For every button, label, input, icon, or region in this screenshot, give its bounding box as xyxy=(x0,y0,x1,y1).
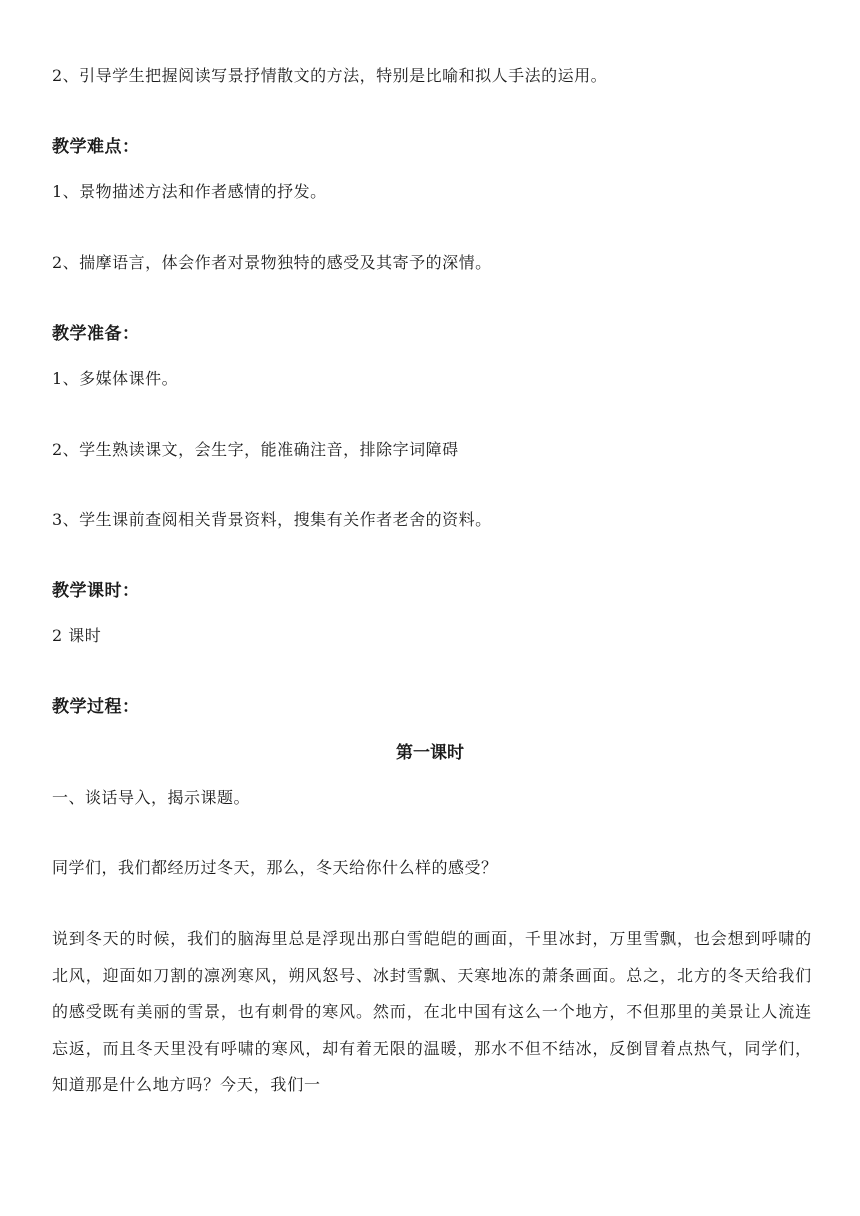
hours-value: 2 课时 xyxy=(52,626,102,645)
difficulty-item-1: 1、景物描述方法和作者感情的抒发。 xyxy=(52,182,327,201)
step-1-heading: 一、谈话导入，揭示课题。 xyxy=(52,788,251,807)
preparation-item-3: 3、学生课前查阅相关背景资料，搜集有关作者老舍的资料。 xyxy=(52,510,492,529)
intro-question: 同学们，我们都经历过冬天，那么，冬天给你什么样的感受？ xyxy=(52,858,498,877)
difficulties-heading: 教学难点： xyxy=(52,137,140,157)
hours-heading: 教学课时： xyxy=(52,581,140,601)
process-heading: 教学过程： xyxy=(52,697,140,717)
preparation-item-1: 1、多媒体课件。 xyxy=(52,369,179,388)
preparation-item-2: 2、学生熟读课文，会生字，能准确注音，排除字词障碍 xyxy=(52,440,459,459)
lesson-title: 第一课时 xyxy=(396,743,464,763)
difficulty-item-2: 2、揣摩语言，体会作者对景物独特的感受及其寄予的深情。 xyxy=(52,253,492,272)
objective-item-2: 2、引导学生把握阅读写景抒情散文的方法，特别是比喻和拟人手法的运用。 xyxy=(52,66,608,85)
intro-paragraph: 说到冬天的时候，我们的脑海里总是浮现出那白雪皑皑的画面，千里冰封，万里雪飘，也会想到呼啸的北风，迎面如刀割的凛冽寒风，朔风怒号、冰封雪飘、天寒地冻的萧条画面。总之，北方的冬天给我们的感受既有美丽的雪景，也有刺骨的寒风。然而，在北中国有这么一个地方，不但那里的美景让人流连忘返，而且冬天里没有呼啸的寒风，却有着无限的温暖，那水不但不结冰，反倒冒着点热气，同学们，知道那是什么地方吗？今天，我们一 xyxy=(52,929,812,1094)
preparation-heading: 教学准备： xyxy=(52,324,140,344)
